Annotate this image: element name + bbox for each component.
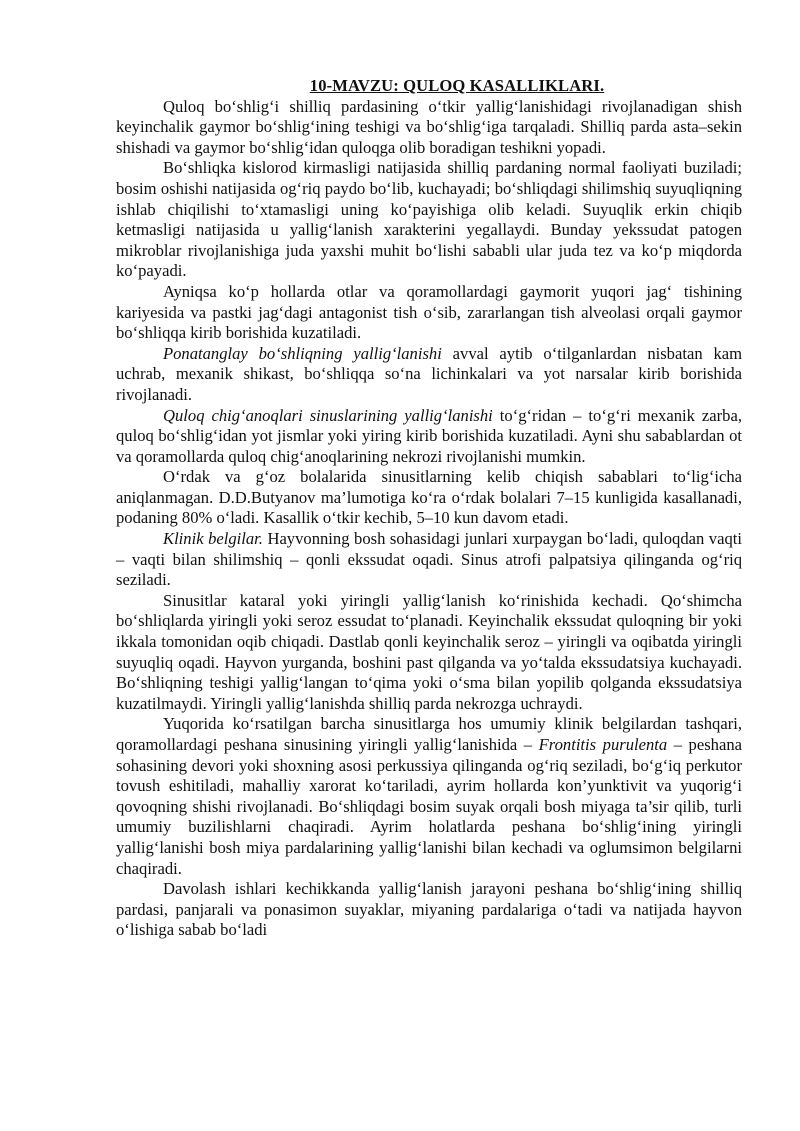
paragraph-text-tail: – peshana sohasining devori yoki shoxning asosi perkussiya qilinganda og‘riq seziladi, bo‘g‘iq perkutor tovush eshitiladi, mahalliy xarorat ko‘tariladi, ayrim hollarda kon’yunktivit va yuqorig‘i qovoqning shishi rivojlanadi. Bo‘shliqdagi bosim suyak orqali bosh miyaga ta’sir qilib, turli umumiy buzilishlarni chaqiradi. Ayrim holatlarda peshana bo‘shlig‘ining yiringli yallig‘lanishi bosh miya pardalarining yallig‘lanishi bilan kechadi va oglumsimon belgilarni chaqiradi. <box>116 735 742 878</box>
paragraph-text: O‘rdak va g‘oz bolalarida sinusitlarning kelib chiqish sabablari to‘lig‘icha aniqlanmagan. D.D.Butyanov ma’lumotiga ko‘ra o‘rdak bolalari 7–15 kunligida kasallanadi, podaning 80% o‘ladi. Kasallik o‘tkir kechib, 5–10 kun davom etadi. <box>116 467 742 528</box>
latin-term: Frontitis purulenta <box>538 735 668 754</box>
paragraph-text: Quloq bo‘shlig‘i shilliq pardasining o‘tkir yallig‘lanishidagi rivojlanadigan shish keyinchalik gaymor bo‘shlig‘ining teshigi va bo‘shlig‘iga tarqaladi. Shilliq parda asta–sekin shishadi va gaymor bo‘shlig‘idan quloqga olib boradigan teshikni yopadi. <box>116 96 742 157</box>
paragraph-text: to‘g‘ridan – to‘g‘ri mexanik zarba, quloq bo‘shlig‘idan yot jismlar yoki yiring kirib borishida kuzatiladi. Ayni shu sabablardan ot va qoramollarda quloq chig‘anoqlarining nekrozi rivojlanishi mumkin. <box>116 405 742 466</box>
paragraph-text: Ayniqsa ko‘p hollarda otlar va qoramollardagi gaymorit yuqori jag‘ tishining kariyesida va pastki jag‘dagi antagonist tish o‘sib, zararlangan tish alveolasi orqali gaymor bo‘shliqqa kirib borishida kuzatiladi. <box>116 281 742 343</box>
paragraph-10 <box>116 879 742 941</box>
paragraph-text: Yuqorida ko‘rsatilgan barcha sinusitlarga hos umumiy klinik belgilardan tashqari, qoramollardagi peshana sinusining yiringli yallig‘lanishida – <box>116 714 742 754</box>
paragraph-text: Davolash ishlari kechikkanda yallig‘lanish jarayoni peshana bo‘shlig‘ining shilliq pardasi, panjarali va ponasimon suyaklar, miyaning pardalariga o‘tadi va natijada hayvon o‘lishiga sabab bo‘ladi <box>116 879 742 940</box>
paragraph-text: avval aytib o‘tilganlardan nisbatan kam uchrab, mexanik shikast, bo‘shliqqa so‘na lichinkalari va yot narsalar kirib borishida rivojlanadi. <box>116 343 743 404</box>
document-title: 10-MAVZU: QULOQ KASALLIKLARI. <box>309 76 605 95</box>
paragraph-4 <box>116 344 742 406</box>
paragraph-text: Bo‘shliqka kislorod kirmasligi natijasida shilliq pardaning normal faoliyati buziladi; bosim oshishi natijasida og‘riq paydo bo‘lib, kuchayadi; bo‘shliqdagi shilimshiq suyuqliqning ishlab chiqilishi to‘xtamasligi uning ko‘payishiga olib keladi. Suyuqlik erkin chiqib ketmasligi natijasida u yallig‘lanish xarakterini yegallaydi. Bunday yekssudat patogen mikroblar rivojlanishiga juda yaxshi muhit bo‘lishi sababli ular juda tez va ko‘p miqdorda ko‘payadi. <box>116 158 742 281</box>
paragraph-text: Hayvonning bosh sohasidagi junlari xurpaygan bo‘ladi, quloqdan vaqti – vaqti bilan shilimshiq – qonli ekssudat oqadi. Sinus atrofi palpatsiya qilinganda og‘riq seziladi. <box>116 529 742 590</box>
italic-heading: Quloq chig‘anoqlari sinuslarining yallig‘lanishi <box>163 405 493 425</box>
italic-heading: Ponatanglay bo‘shliqning yallig‘lanishi <box>163 343 442 363</box>
paragraph-9 <box>116 714 742 879</box>
paragraph-8 <box>116 591 742 715</box>
paragraph-5 <box>116 406 742 468</box>
paragraph-6 <box>116 467 742 529</box>
italic-heading: Klinik belgilar. <box>163 529 263 549</box>
document-page <box>116 76 742 941</box>
paragraph-1 <box>116 97 742 159</box>
paragraph-7 <box>116 529 742 591</box>
paragraph-3 <box>116 282 742 344</box>
paragraph-2 <box>116 158 742 282</box>
paragraph-text: Sinusitlar kataral yoki yiringli yallig‘lanish ko‘rinishida kechadi. Qo‘shimcha bo‘shliqlarda yiringli yoki seroz essudat to‘planadi. Keyinchalik ekssudat quloqning bir yoki ikkala tomonidan oqib chiqadi. Dastlab qonli keyinchalik seroz – yiringli va oqibatda yiringli suyuqliq oqadi. Hayvon yurganda, boshini past qilganda va yo‘talda ekssudatsiya kuchayadi. Bo‘shliqning teshigi yallig‘langan to‘qima yoki o‘sma bilan yopilib qolganda ekssudatsiya kuzatilmaydi. Yiringli yallig‘lanishda shilliq parda nekrozga uchraydi. <box>116 590 742 713</box>
